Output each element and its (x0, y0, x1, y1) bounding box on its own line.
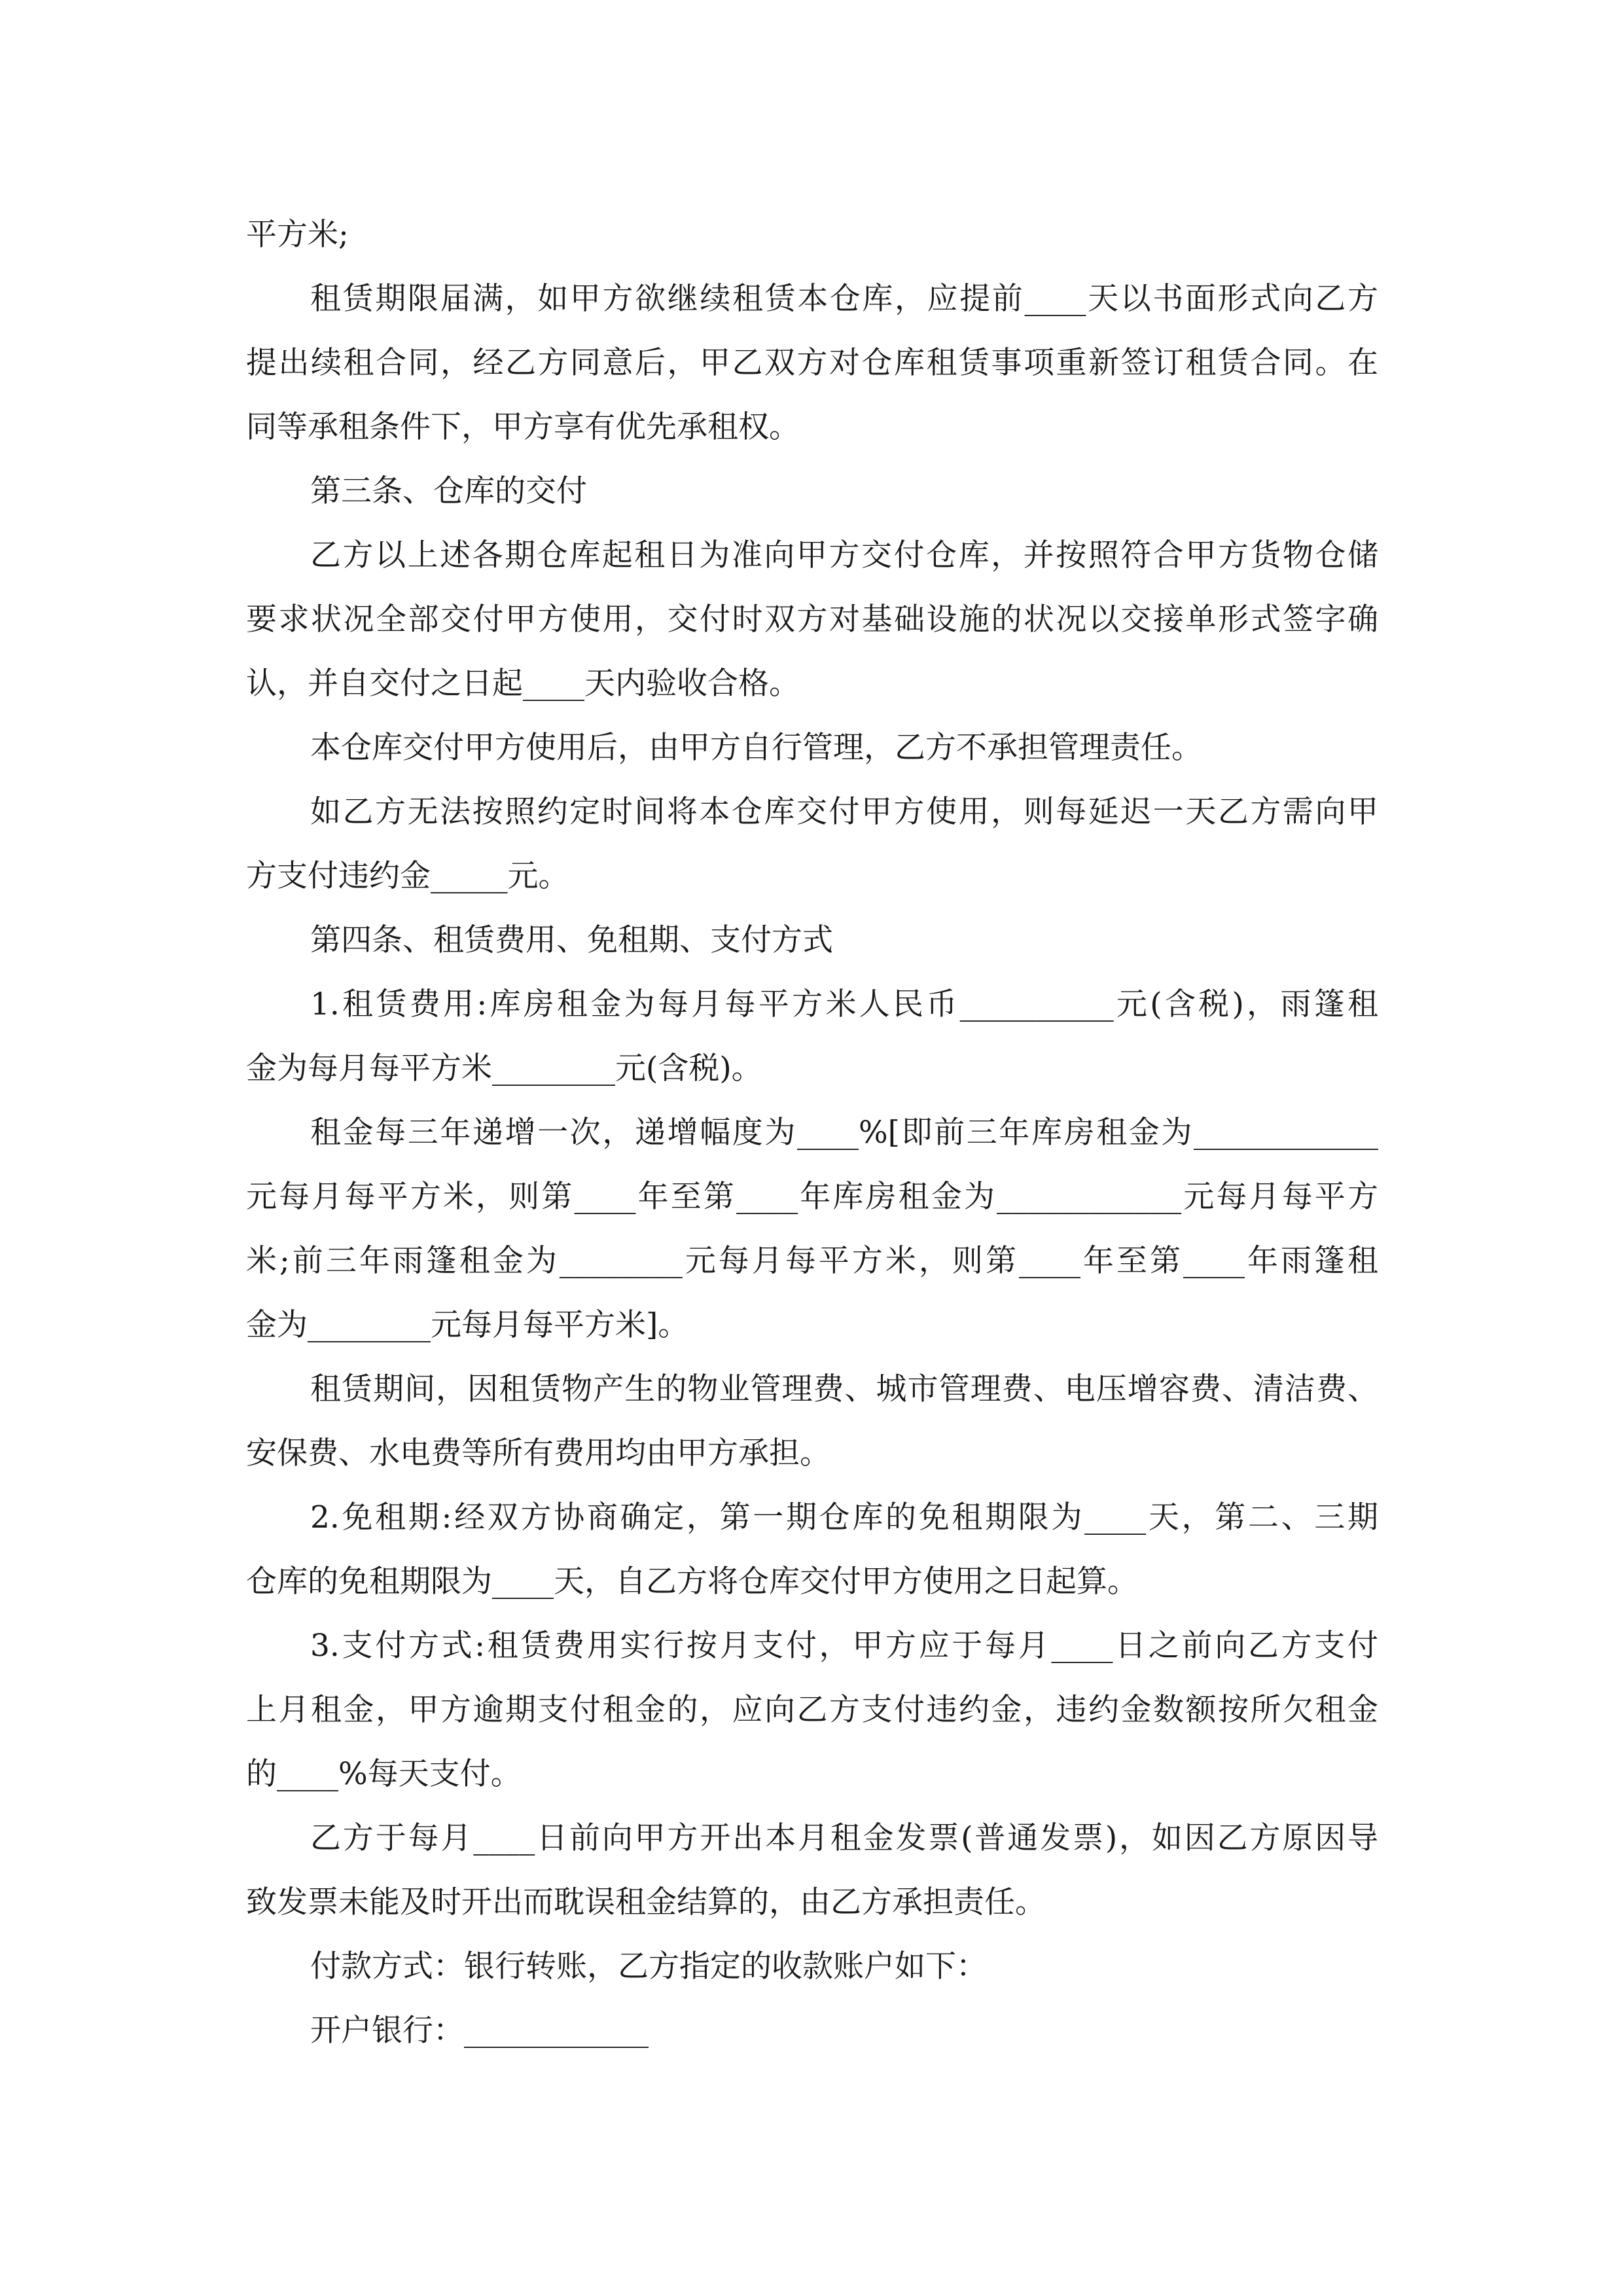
text-line: 金为________元每月每平方米]。 (246, 1307, 689, 1343)
section-heading: 第三条、仓库的交付 (310, 473, 587, 509)
text-line: 安保费、水电费等所有费用均由甲方承担。 (246, 1435, 830, 1471)
text-line: 如乙方无法按照约定时间将本仓库交付甲方使用，则每延迟一天乙方需向甲 (310, 794, 1378, 830)
text-line: 平方米; (246, 217, 349, 253)
text-line: 元每月每平方米，则第____年至第____年库房租金为____________元每月每平方 (246, 1179, 1378, 1215)
text-line: 上月租金，甲方逾期支付租金的，应向乙方支付违约金，违约金数额按所欠租金 (246, 1692, 1378, 1728)
text-line: 付款方式：银行转账，乙方指定的收款账户如下： (310, 1948, 987, 1984)
text-line: 2.免租期:经双方协商确定，第一期仓库的免租期限为____天，第二、三期 (310, 1499, 1378, 1535)
text-line: 金为每月每平方米________元(含税)。 (246, 1050, 762, 1086)
text-line: 方支付违约金_____元。 (246, 858, 569, 894)
text-line: 乙方于每月____日前向甲方开出本月租金发票(普通发票)，如因乙方原因导 (310, 1820, 1378, 1856)
text-line: 仓库的免租期限为____天，自乙方将仓库交付甲方使用之日起算。 (246, 1564, 1138, 1600)
text-line: 租赁期限届满，如甲方欲继续租赁本仓库，应提前____天以书面形式向乙方 (310, 281, 1378, 317)
text-line: 致发票未能及时开出而耽误租金结算的，由乙方承担责任。 (246, 1884, 1046, 1920)
text-line: 1.租赁费用:库房租金为每月每平方米人民币__________元(含税)，雨篷租 (310, 986, 1378, 1022)
text-line: 租赁期间，因租赁物产生的物业管理费、城市管理费、电压增容费、清洁费、 (310, 1371, 1378, 1407)
section-heading: 第四条、租赁费用、免租期、支付方式 (310, 922, 833, 958)
text-line: 认，并自交付之日起____天内验收合格。 (246, 666, 800, 702)
document-page (246, 203, 1378, 2063)
text-line: 乙方以上述各期仓库起租日为准向甲方交付仓库，并按照符合甲方货物仓储 (310, 537, 1378, 573)
text-line: 提出续租合同，经乙方同意后，甲乙双方对仓库租赁事项重新签订租赁合同。在 (246, 345, 1378, 381)
text-line: 本仓库交付甲方使用后，由甲方自行管理，乙方不承担管理责任。 (310, 730, 1202, 766)
text-line: 同等承租条件下，甲方享有优先承租权。 (246, 409, 800, 445)
text-line: 3.支付方式:租赁费用实行按月支付，甲方应于每月____日之前向乙方支付 (310, 1628, 1378, 1664)
text-line: 租金每三年递增一次，递增幅度为____%[即前三年库房租金为____________ (310, 1115, 1378, 1151)
text-line: 的____%每天支付。 (246, 1756, 522, 1792)
text-line: 要求状况全部交付甲方使用，交付时双方对基础设施的状况以交接单形式签字确 (246, 601, 1378, 637)
text-line: 开户银行：____________ (310, 2013, 649, 2049)
text-line: 米;前三年雨篷租金为________元每月每平方米，则第____年至第____年雨篷租 (246, 1243, 1378, 1279)
